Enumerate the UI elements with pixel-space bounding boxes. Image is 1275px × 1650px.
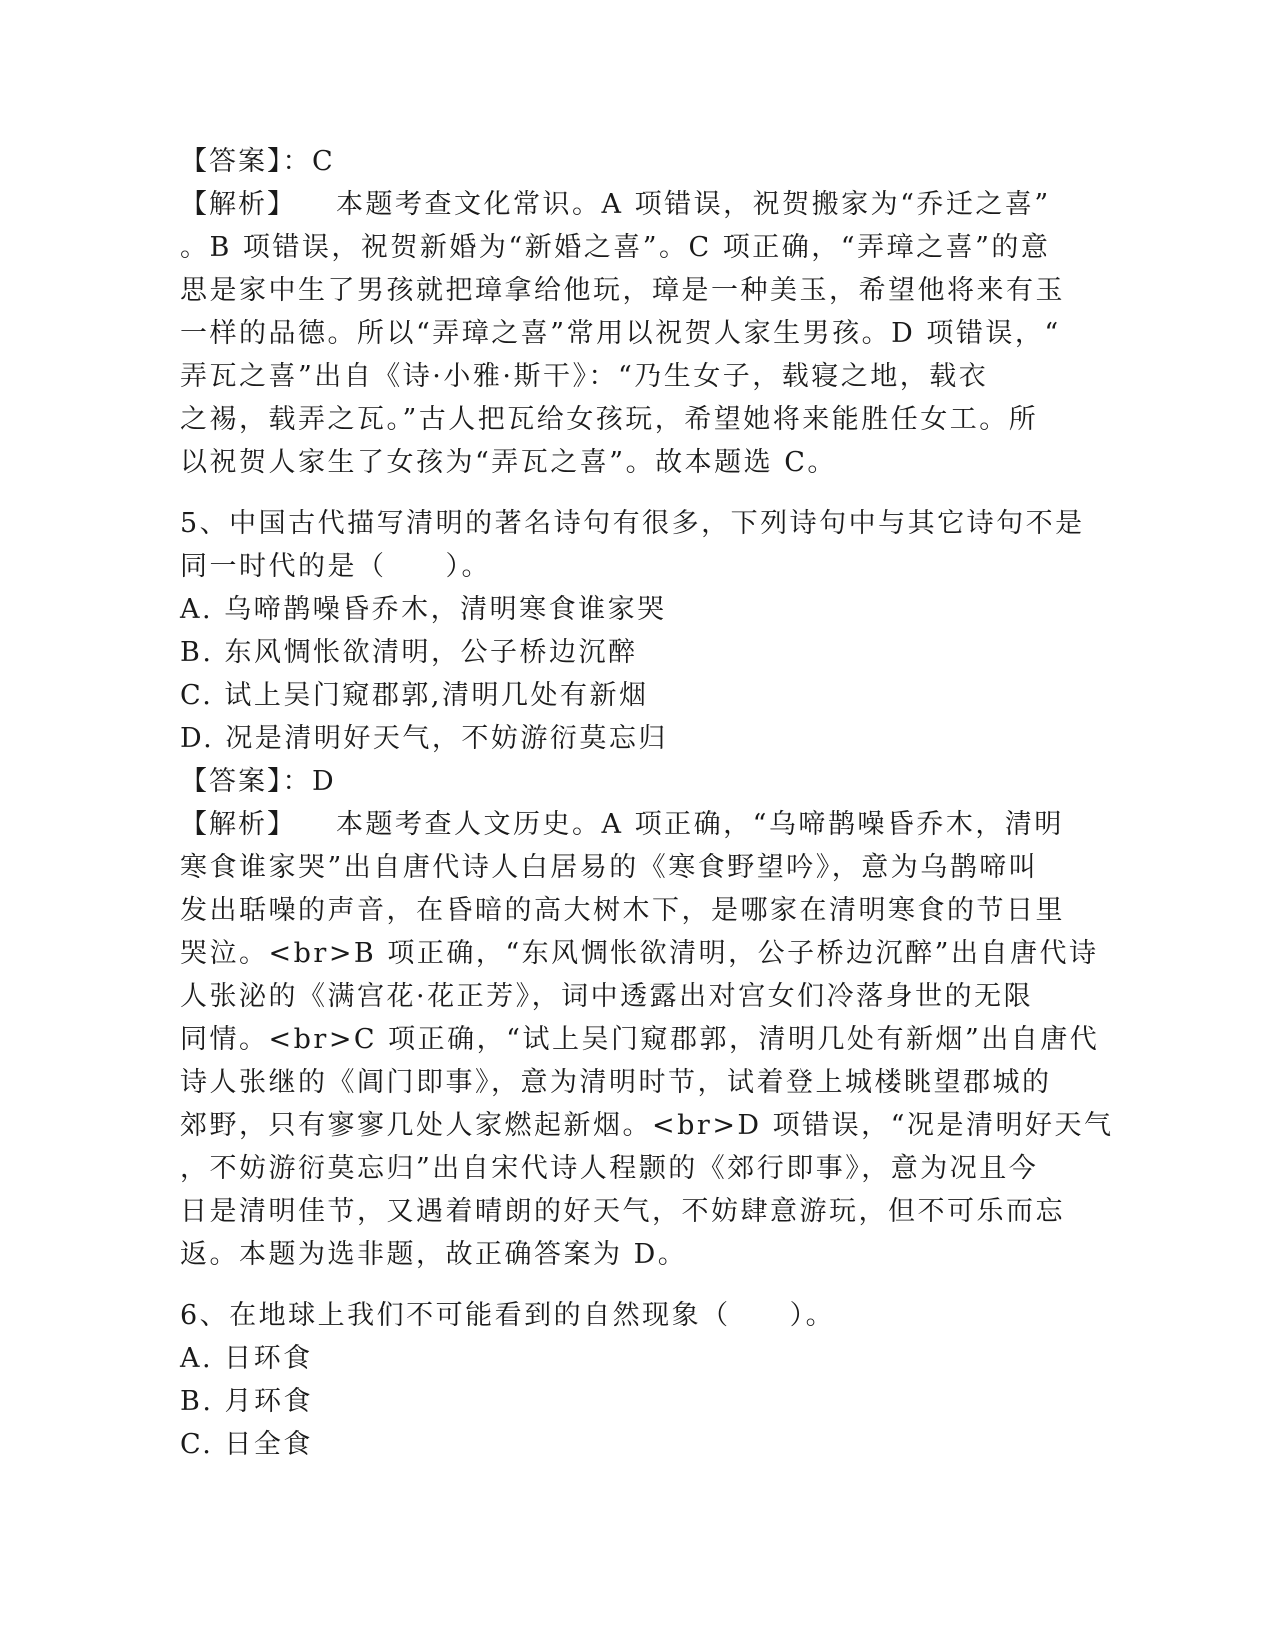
q5-stem: 5、中国古代描写清明的著名诗句有很多，下列诗句中与其它诗句不是 (180, 508, 1085, 539)
answer-separator: ： (282, 146, 312, 177)
q4-analysis-line: 弄瓦之喜”出自《诗·小雅·斯干》：“乃生女子，载寝之地，载衣 (180, 361, 989, 392)
q5-analysis-line: ，不妨游衍莫忘归”出自宋代诗人程颢的《郊行即事》，意为况且今 (180, 1153, 1039, 1184)
q5-option-a: A. 乌啼鹊噪昏乔木，清明寒食谁家哭 (180, 594, 667, 625)
q4-analysis-line: 以祝贺人家生了女孩为“弄瓦之喜”。故本题选 C。 (180, 447, 837, 478)
q5-option-b: B. 东风惆怅欲清明，公子桥边沉醉 (180, 637, 638, 668)
q5-analysis-line: 同情。<br>C 项正确，“试上吴门窥郡郭，清明几处有新烟”出自唐代 (180, 1024, 1100, 1055)
q4-analysis-line (180, 183, 1080, 226)
analysis-label: 【解析】 (180, 189, 296, 220)
answer-value: C (312, 146, 336, 177)
analysis-text: 本题考查文化常识。A 项错误，祝贺搬家为“乔迁之喜” (336, 189, 1051, 220)
q4-analysis-line: 一样的品德。所以“弄璋之喜”常用以祝贺人家生男孩。D 项错误，“ (180, 318, 1061, 349)
q5-analysis-line: 返。本题为选非题，故正确答案为 D。 (180, 1239, 688, 1270)
q6-option-c: C. 日全食 (180, 1429, 313, 1460)
q4-analysis-line: 思是家中生了男孩就把璋拿给他玩，璋是一种美玉，希望他将来有玉 (180, 275, 1065, 306)
q5-analysis-line: 郊野，只有寥寥几处人家燃起新烟。<br>D 项错误，“况是清明好天气 (180, 1110, 1114, 1141)
q5-option-d: D. 况是清明好天气，不妨游衍莫忘归 (180, 723, 668, 754)
document-page (180, 140, 1114, 1466)
q5-analysis-line: 发出聒噪的声音，在昏暗的高大树木下，是哪家在清明寒食的节日里 (180, 895, 1065, 926)
answer-separator: ： (282, 766, 312, 797)
q5-analysis-line: 哭泣。<br>B 项正确，“东风惆怅欲清明，公子桥边沉醉”出自唐代诗 (180, 938, 1099, 969)
q5-analysis-line: 人张泌的《满宫花·花正芳》，词中透露出对宫女们冷落身世的无限 (180, 981, 1034, 1012)
q4-analysis-line: 。B 项错误，祝贺新婚为“新婚之喜”。C 项正确，“弄璋之喜”的意 (180, 232, 1051, 263)
q6-stem: 6、在地球上我们不可能看到的自然现象（ ）。 (180, 1300, 836, 1331)
analysis-text: 本题考查人文历史。A 项正确，“乌啼鹊噪昏乔木，清明 (336, 809, 1064, 840)
q5-answer (180, 760, 1080, 803)
q5-analysis-line: 日是清明佳节，又遇着晴朗的好天气，不妨肆意游玩，但不可乐而忘 (180, 1196, 1065, 1227)
q6-option-b: B. 月环食 (180, 1386, 314, 1417)
answer-value: D (312, 766, 337, 797)
analysis-label: 【解析】 (180, 809, 296, 840)
answer-label: 【答案】 (180, 766, 283, 797)
q4-answer (180, 140, 1080, 183)
q5-stem: 同一时代的是（ ）。 (180, 551, 491, 582)
answer-label: 【答案】 (180, 146, 283, 177)
q5-analysis-line: 寒食谁家哭”出自唐代诗人白居易的《寒食野望吟》，意为乌鹊啼叫 (180, 852, 1039, 883)
q5-analysis-line: 诗人张继的《阊门即事》，意为清明时节，试着登上城楼眺望郡城的 (180, 1067, 1052, 1098)
q4-analysis-line: 之裼，载弄之瓦。”古人把瓦给女孩玩，希望她将来能胜任女工。所 (180, 404, 1039, 435)
q5-option-c: C. 试上吴门窥郡郭,清明几处有新烟 (180, 680, 649, 711)
q6-option-a: A. 日环食 (180, 1343, 313, 1374)
q5-analysis-line (180, 803, 1080, 846)
